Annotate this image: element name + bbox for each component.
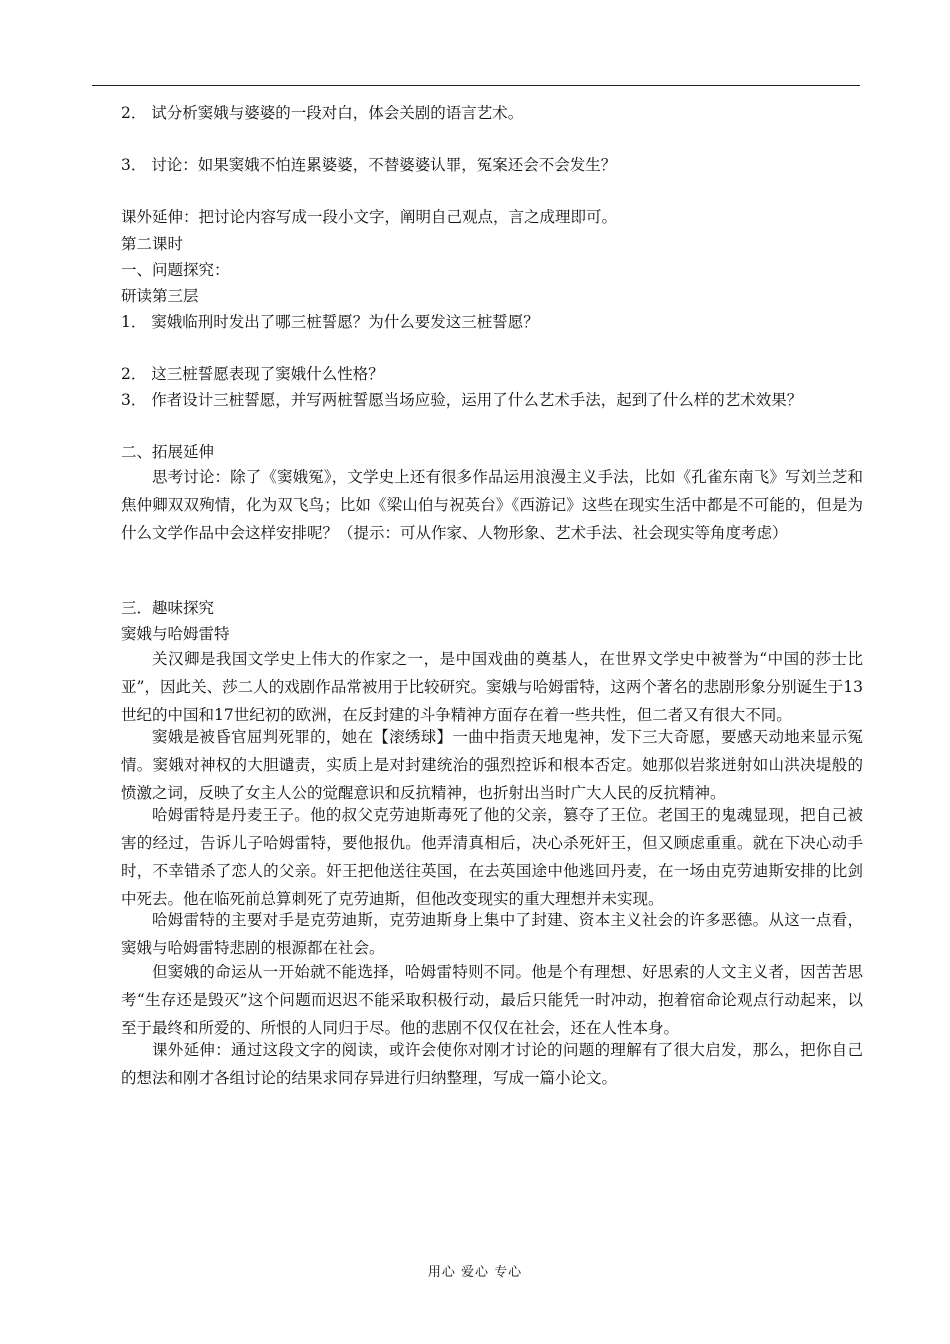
section-3-title: 三．趣味探究: [121, 599, 215, 617]
section-3-paragraph-5: 但窦娥的命运从一开始就不能选择，哈姆雷特则不同。他是个有理想、好思索的人文主义者，因苦苦思考“生存还是毁灭”这个问题而迟迟不能采取积极行动，最后只能凭一时冲动，抱着宿命论观点行动起来，以至于最终和所爱的、所恨的人同归于尽。他的悲剧不仅仅在社会，还在人性本身。: [121, 963, 863, 1037]
section-2-body: 思考讨论：除了《窦娥冤》，文学史上还有很多作品运用浪漫主义手法，比如《孔雀东南飞》写刘兰芝和焦仲卿双双殉情，化为双飞鸟；比如《梁山伯与祝英台》《西游记》这些在现实生活中都是不可能的，但是为什么文学作品中会这样安排呢？（提示：可从作家、人物形象、艺术手法、社会现实等角度考虑）: [121, 468, 863, 542]
section-1-question-2: 2． 这三桩誓愿表现了窦娥什么性格？: [121, 365, 384, 383]
header-rule: [92, 85, 860, 86]
section-1-question-1: 1． 窦娥临刑时发出了哪三桩誓愿？为什么要发这三桩誓愿？: [121, 313, 539, 331]
section-3-paragraph-2: 窦娥是被昏官屈判死罪的，她在【滚绣球】一曲中指责天地鬼神，发下三大奇愿，要感天动地来显示冤情。窦娥对神权的大胆谴责，实质上是对封建统治的强烈控诉和根本否定。她那似岩浆迸射如山洪决堤般的愤激之词，反映了女主人公的觉醒意识和反抗精神，也折射出当时广大人民的反抗精神。: [121, 728, 863, 802]
section-3-paragraph-1: 关汉卿是我国文学史上伟大的作家之一，是中国戏曲的奠基人，在世界文学史中被誉为“中国的莎士比亚”，因此关、莎二人的戏剧作品常被用于比较研究。窦娥与哈姆雷特，这两个著名的悲剧形象分别诞生于13世纪的中国和17世纪初的欧洲，在反封建的斗争精神方面存在着一些共性，但二者又有很大不同。: [121, 650, 863, 724]
section-1-subtitle: 研读第三层: [121, 287, 199, 305]
section-3-paragraph-4: 哈姆雷特的主要对手是克劳迪斯，克劳迪斯身上集中了封建、资本主义社会的许多恶德。从这一点看，窦娥与哈姆雷特悲剧的根源都在社会。: [121, 911, 863, 957]
section-1-title: 一、问题探究：: [121, 261, 230, 279]
homework-extension-2: 课外延伸：通过这段文字的阅读，或许会使你对刚才讨论的问题的理解有了很大启发，那么，把你自己的想法和刚才各组讨论的结果求同存异进行归纳整理，写成一篇小论文。: [121, 1041, 863, 1087]
question-2-dialogue: 2． 试分析窦娥与婆婆的一段对白，体会关剧的语言艺术。: [121, 104, 524, 122]
section-3-paragraph-3: 哈姆雷特是丹麦王子。他的叔父克劳迪斯毒死了他的父亲，篡夺了王位。老国王的鬼魂显现，把自己被害的经过，告诉儿子哈姆雷特，要他报仇。他弄清真相后，决心杀死奸王，但又顾虑重重。就在下决心动手时，不幸错杀了恋人的父亲。奸王把他送往英国，在去英国途中他逃回丹麦，在一场由克劳迪斯安排的比剑中死去。他在临死前总算刺死了克劳迪斯，但他改变现实的重大理想并未实现。: [121, 806, 863, 908]
page-footer: 用心 爱心 专心: [427, 1265, 523, 1280]
section-3-subtitle: 窦娥与哈姆雷特: [121, 625, 230, 643]
homework-extension-1: 课外延伸：把讨论内容写成一段小文字，阐明自己观点，言之成理即可。: [121, 208, 618, 226]
section-2-title: 二、拓展延伸: [121, 443, 215, 461]
section-1-question-3: 3． 作者设计三桩誓愿，并写两桩誓愿当场应验，运用了什么艺术手法，起到了什么样的艺术效果？: [121, 391, 803, 409]
lesson-2-title: 第二课时: [121, 235, 184, 253]
question-3-discussion: 3． 讨论：如果窦娥不怕连累婆婆，不替婆婆认罪，冤案还会不会发生？: [121, 156, 617, 174]
